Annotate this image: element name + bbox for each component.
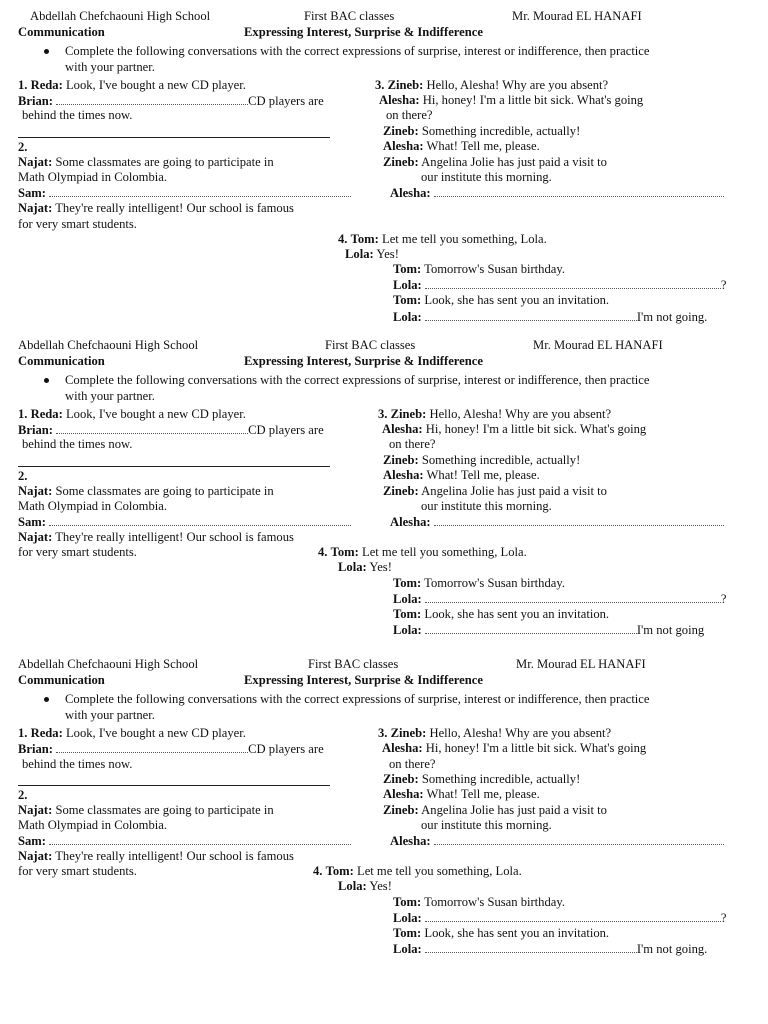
conv4-line-3: Tom: Tomorrow's Susan birthday. — [393, 262, 565, 276]
conv4-line-1: 4. Tom: Let me tell you something, Lola. — [313, 864, 522, 878]
conv3-line-7: our institute this morning. — [421, 818, 552, 832]
answer-blank[interactable] — [425, 277, 721, 289]
conv3-line-5: Alesha: What! Tell me, please. — [383, 468, 540, 482]
conv3-line-8: Alesha: — [390, 185, 724, 201]
conv3-line-2: Alesha: Hi, honey! I'm a little bit sick. What's going — [382, 741, 647, 755]
class-level: First BAC classes — [308, 657, 399, 671]
answer-blank[interactable] — [425, 910, 721, 922]
bullet-icon — [44, 697, 49, 702]
conv2-line-5: for very smart students. — [18, 545, 137, 559]
conv3-line-3: on there? — [386, 108, 433, 122]
answer-line[interactable] — [18, 466, 330, 467]
conv2-line-4: Najat: They're really intelligent! Our school is famous — [18, 849, 294, 863]
school-name: Abdellah Chefchaouni High School — [30, 9, 211, 23]
conv3-line-6: Zineb: Angelina Jolie has just paid a visit to — [383, 155, 607, 169]
conv4-line-2: Lola: Yes! — [338, 560, 392, 574]
class-level: First BAC classes — [304, 9, 395, 23]
conv2-line-5: for very smart students. — [18, 864, 137, 878]
teacher-name: Mr. Mourad EL HANAFI — [516, 657, 646, 671]
answer-blank[interactable] — [425, 941, 637, 953]
conv4-line-4: Lola: ? — [393, 592, 727, 606]
bullet-icon — [44, 49, 49, 54]
conv3-line-3: on there? — [389, 437, 436, 451]
conv4-line-4: Lola: ? — [393, 278, 727, 292]
answer-blank[interactable] — [49, 185, 351, 197]
conv4-line-6: Lola: I'm not going. — [393, 310, 708, 324]
conv2-line-1: Najat: Some classmates are going to participate in — [18, 155, 274, 169]
bullet-icon — [44, 378, 49, 383]
conv2-number: 2. — [18, 788, 28, 802]
answer-blank[interactable] — [425, 591, 721, 603]
conv4-line-1: 4. Tom: Let me tell you something, Lola. — [318, 545, 527, 559]
conv4-line-5: Tom: Look, she has sent you an invitation. — [393, 607, 610, 621]
instruction-line-1: Complete the following conversations with the correct expressions of surprise, interest or indifference, then practice — [65, 44, 650, 58]
answer-blank[interactable] — [434, 185, 724, 197]
conv3-line-3: on there? — [389, 757, 436, 771]
conv2-line-3: Sam: — [18, 833, 351, 849]
teacher-name: Mr. Mourad EL HANAFI — [512, 9, 642, 23]
conv1-line-2: Brian: CD players are — [18, 94, 324, 108]
conv2-line-3: Sam: — [18, 185, 351, 201]
conv2-line-4: Najat: They're really intelligent! Our school is famous — [18, 530, 294, 544]
conv3-line-7: our institute this morning. — [421, 499, 552, 513]
instruction-line-2: with your partner. — [65, 389, 155, 403]
conv2-line-2: Math Olympiad in Colombia. — [18, 499, 168, 513]
conv1-line-3: behind the times now. — [22, 437, 133, 451]
conv1-line-2: Brian: CD players are — [18, 742, 324, 756]
answer-blank[interactable] — [56, 422, 248, 434]
answer-line[interactable] — [18, 137, 330, 138]
answer-blank[interactable] — [56, 741, 248, 753]
subject-label: Communication — [18, 25, 105, 39]
conv3-line-6: Zineb: Angelina Jolie has just paid a visit to — [383, 803, 607, 817]
conv3-line-1: 3. Zineb: Hello, Alesha! Why are you absent? — [375, 78, 609, 92]
worksheet-copy-2 — [0, 330, 768, 650]
conv2-line-5: for very smart students. — [18, 217, 137, 231]
instruction-line-2: with your partner. — [65, 708, 155, 722]
answer-blank[interactable] — [434, 514, 724, 526]
conv4-line-4: Lola: ? — [393, 911, 727, 925]
conv1-line-3: behind the times now. — [22, 757, 133, 771]
answer-blank[interactable] — [56, 93, 248, 105]
conv3-line-4: Zineb: Something incredible, actually! — [383, 453, 581, 467]
conv3-line-2: Alesha: Hi, honey! I'm a little bit sick. What's going — [382, 422, 647, 436]
conv1-line-3: behind the times now. — [22, 108, 133, 122]
teacher-name: Mr. Mourad EL HANAFI — [533, 338, 663, 352]
conv3-line-1: 3. Zineb: Hello, Alesha! Why are you absent? — [378, 407, 612, 421]
conv2-number: 2. — [18, 140, 28, 154]
conv2-line-4: Najat: They're really intelligent! Our school is famous — [18, 201, 294, 215]
conv3-line-5: Alesha: What! Tell me, please. — [383, 787, 540, 801]
conv3-line-1: 3. Zineb: Hello, Alesha! Why are you absent? — [378, 726, 612, 740]
conv4-line-1: 4. Tom: Let me tell you something, Lola. — [338, 232, 547, 246]
conv2-line-3: Sam: — [18, 514, 351, 530]
school-name: Abdellah Chefchaouni High School — [18, 657, 199, 671]
conv4-line-6: Lola: I'm not going — [393, 623, 705, 637]
lesson-title: Expressing Interest, Surprise & Indifference — [244, 25, 483, 39]
conv4-line-2: Lola: Yes! — [338, 879, 392, 893]
answer-blank[interactable] — [49, 514, 351, 526]
conv3-line-8: Alesha: — [390, 514, 724, 530]
conv3-line-2: Alesha: Hi, honey! I'm a little bit sick. What's going — [379, 93, 644, 107]
conv2-line-1: Najat: Some classmates are going to participate in — [18, 484, 274, 498]
conv4-line-6: Lola: I'm not going. — [393, 942, 708, 956]
conv2-line-1: Najat: Some classmates are going to participate in — [18, 803, 274, 817]
worksheet-copy-3 — [0, 649, 768, 969]
instruction-line-2: with your partner. — [65, 60, 155, 74]
class-level: First BAC classes — [325, 338, 416, 352]
answer-blank[interactable] — [434, 833, 724, 845]
subject-label: Communication — [18, 354, 105, 368]
lesson-title: Expressing Interest, Surprise & Indifference — [244, 354, 483, 368]
conv4-line-3: Tom: Tomorrow's Susan birthday. — [393, 895, 565, 909]
instruction-line-1: Complete the following conversations with the correct expressions of surprise, interest or indifference, then practice — [65, 692, 650, 706]
conv3-line-7: our institute this morning. — [421, 170, 552, 184]
worksheet-copy-1 — [0, 0, 768, 324]
conv3-line-5: Alesha: What! Tell me, please. — [383, 139, 540, 153]
conv4-line-3: Tom: Tomorrow's Susan birthday. — [393, 576, 565, 590]
conv1-line-2: Brian: CD players are — [18, 423, 324, 437]
lesson-title: Expressing Interest, Surprise & Indifference — [244, 673, 483, 687]
conv3-line-6: Zineb: Angelina Jolie has just paid a visit to — [383, 484, 607, 498]
conv2-line-2: Math Olympiad in Colombia. — [18, 170, 168, 184]
conv2-number: 2. — [18, 469, 28, 483]
conv4-line-5: Tom: Look, she has sent you an invitation. — [393, 293, 610, 307]
subject-label: Communication — [18, 673, 105, 687]
conv1-line-1: 1. Reda: Look, I've bought a new CD player. — [18, 407, 246, 421]
conv1-line-1: 1. Reda: Look, I've bought a new CD player. — [18, 78, 246, 92]
answer-blank[interactable] — [425, 309, 637, 321]
answer-line[interactable] — [18, 785, 330, 786]
conv4-line-5: Tom: Look, she has sent you an invitation. — [393, 926, 610, 940]
answer-blank[interactable] — [425, 622, 637, 634]
conv1-line-1: 1. Reda: Look, I've bought a new CD player. — [18, 726, 246, 740]
conv3-line-4: Zineb: Something incredible, actually! — [383, 772, 581, 786]
conv2-line-2: Math Olympiad in Colombia. — [18, 818, 168, 832]
school-name: Abdellah Chefchaouni High School — [18, 338, 199, 352]
conv3-line-8: Alesha: — [390, 833, 724, 849]
conv3-line-4: Zineb: Something incredible, actually! — [383, 124, 581, 138]
conv4-line-2: Lola: Yes! — [345, 247, 399, 261]
instruction-line-1: Complete the following conversations with the correct expressions of surprise, interest or indifference, then practice — [65, 373, 650, 387]
answer-blank[interactable] — [49, 833, 351, 845]
